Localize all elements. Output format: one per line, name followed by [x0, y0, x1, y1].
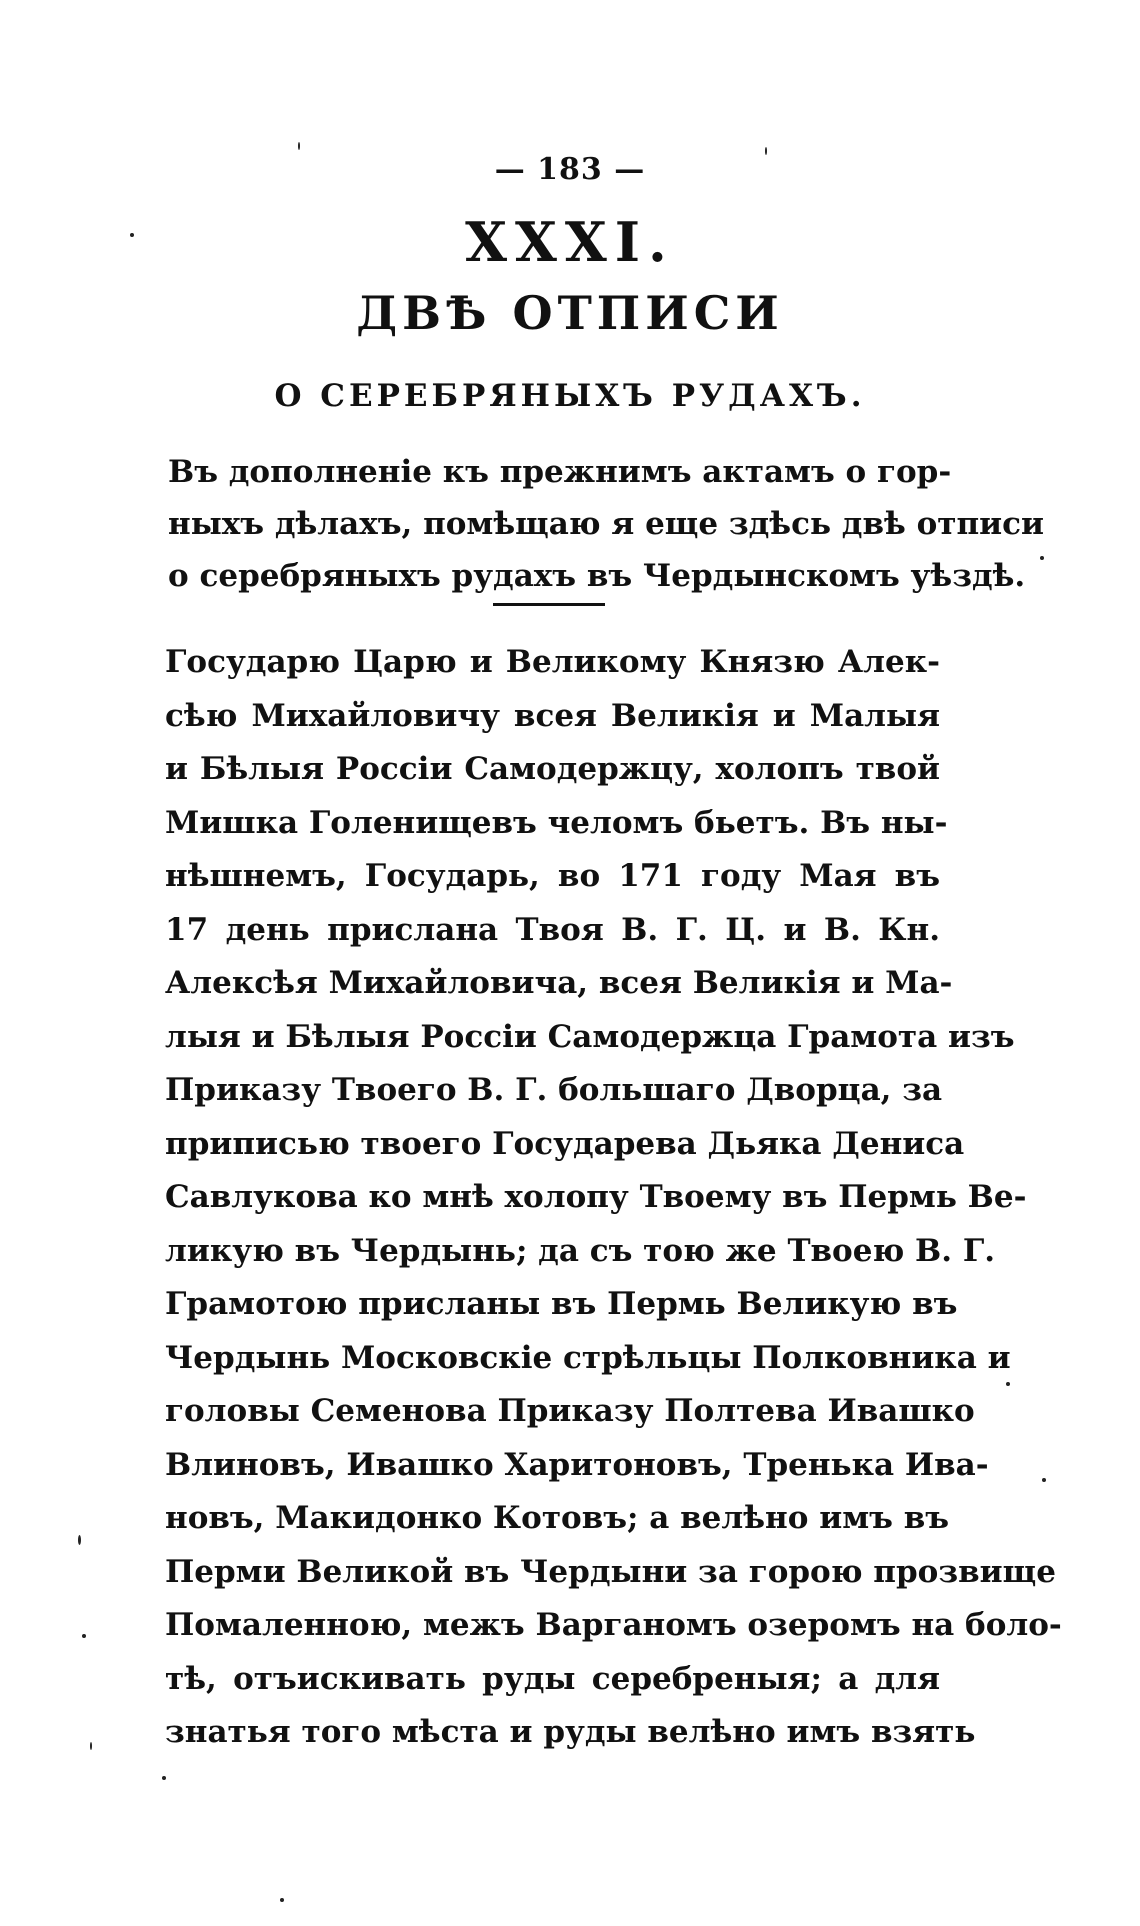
scan-speck — [78, 1535, 81, 1545]
intro-paragraph — [168, 446, 1045, 602]
body-line: головы Семенова Приказу Полтева Ивашко — [165, 1393, 975, 1429]
body-line: Савлукова ко мнѣ холопу Твоему въ Пермь Ве- — [165, 1179, 1027, 1215]
document-subtitle: О СЕРЕБРЯНЫХЪ РУДАХЪ. — [274, 378, 866, 414]
body-line: знатья того мѣста и руды велѣно имъ взять — [165, 1714, 976, 1750]
scan-speck — [298, 142, 300, 150]
scan-speck — [1006, 1382, 1010, 1386]
scan-speck — [162, 1776, 166, 1780]
body-line: тѣ, отъискивать руды серебреныя; а для — [165, 1660, 940, 1697]
intro-line: Въ дополненіе къ прежнимъ актамъ о гор- — [168, 454, 952, 490]
body-line: Влиновъ, Ивашко Харитоновъ, Тренька Ива- — [165, 1446, 989, 1483]
body-line: Чердынь Московскіе стрѣльцы Полковника и — [165, 1339, 1011, 1376]
body-line: 17 день прислана Твоя В. Г. Ц. и В. Кн. — [165, 911, 940, 948]
scan-speck — [1042, 1478, 1046, 1482]
body-text — [165, 636, 1062, 1760]
body-line: Помаленною, межъ Варганомъ озеромъ на боло- — [165, 1607, 1062, 1643]
body-line: приписью твоего Государева Дьяка Дениса — [165, 1125, 965, 1162]
body-line: Государю Царю и Великому Князю Алек- — [165, 644, 940, 680]
page-number: — 183 — — [494, 152, 646, 187]
scan-speck — [1040, 556, 1044, 560]
body-line: нѣшнемъ, Государь, во 171 году Мая въ — [165, 858, 940, 894]
body-line: новъ, Макидонко Котовъ; а велѣно имъ въ — [165, 1500, 950, 1536]
scan-speck — [765, 147, 767, 155]
body-line: лыя и Бѣлыя Россіи Самодержца Грамота изъ — [165, 1018, 1015, 1055]
body-line: Алексѣя Михайловича, всея Великія и Ма- — [165, 965, 953, 1001]
scan-speck — [130, 233, 134, 237]
document-title: ДВѢ ОТПИСИ — [356, 286, 784, 340]
body-line: и Бѣлыя Россіи Самодержцу, холопъ твой — [165, 751, 940, 787]
body-line: Приказу Твоего В. Г. большаго Дворца, за — [165, 1072, 943, 1108]
body-line: ликую въ Чердынь; да съ тою же Твоею В. Г. — [165, 1232, 996, 1269]
section-divider — [493, 603, 605, 606]
intro-line: о серебряныхъ рудахъ въ Чердынскомъ уѣздѣ. — [168, 558, 1026, 594]
scan-speck — [280, 1898, 284, 1902]
body-line: Перми Великой въ Чердыни за горою прозвище — [165, 1553, 1056, 1590]
scan-speck — [90, 1742, 92, 1750]
body-line: Грамотою присланы въ Пермь Великую въ — [165, 1286, 958, 1322]
scan-speck — [82, 1634, 86, 1638]
body-line: Мишка Голенищевъ челомъ бьетъ. Въ ны- — [165, 804, 948, 841]
chapter-number: XXXI. — [465, 210, 675, 274]
intro-line: ныхъ дѣлахъ, помѣщаю я еще здѣсь двѣ отписи — [168, 506, 1045, 542]
body-line: сѣю Михайловичу всея Великія и Малыя — [165, 697, 940, 734]
